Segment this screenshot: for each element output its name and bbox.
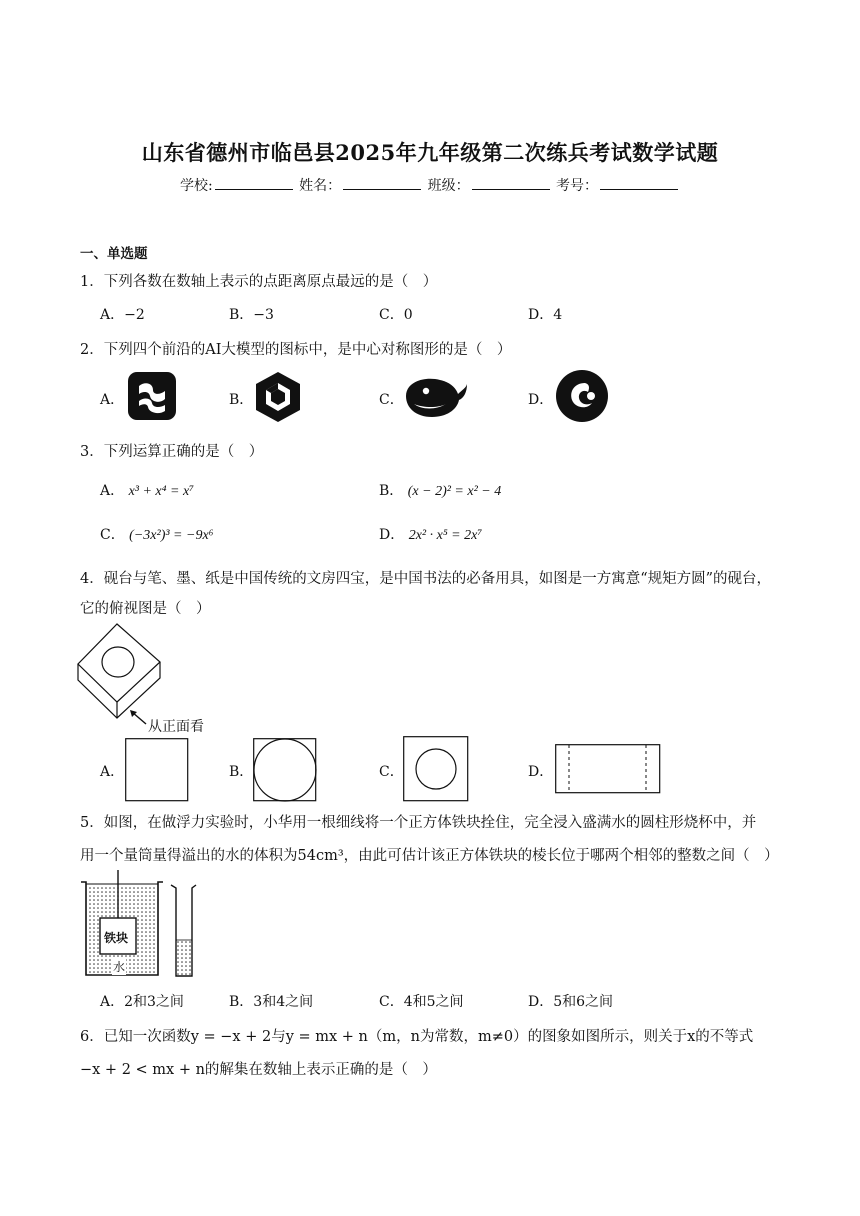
ai-logo-spiral-icon bbox=[555, 369, 609, 423]
exam-no-label: 考号： bbox=[556, 178, 599, 194]
q4-option-d[interactable]: D． bbox=[528, 764, 554, 780]
q4-option-c-figure bbox=[403, 736, 469, 802]
question-5-stem-line-2: 用一个量筒量得溢出的水的体积为54cm³，由此可估计该正方体铁块的棱长位于哪两个相邻的整数之间（ ） bbox=[80, 848, 779, 864]
question-3-stem: 3．下列运算正确的是（ ） bbox=[80, 444, 264, 460]
question-4-stem-line-2: 它的俯视图是（ ） bbox=[80, 601, 211, 617]
q4-option-b[interactable]: B． bbox=[229, 764, 254, 780]
question-6-stem-line-2: −x + 2 < mx + n的解集在数轴上表示正确的是（ ） bbox=[80, 1062, 437, 1078]
q5-option-a[interactable]: A．2和3之间 bbox=[100, 994, 184, 1010]
q3-option-d[interactable]: D． 2x² · x⁵ = 2x⁷ bbox=[379, 527, 483, 543]
q3-formula-a: x³ + x⁴ = x⁷ bbox=[128, 484, 195, 499]
q5-option-d[interactable]: D．5和6之间 bbox=[528, 994, 614, 1010]
q3-option-a[interactable]: A． x³ + x⁴ = x⁷ bbox=[100, 483, 195, 499]
q3-option-c[interactable]: C． (−3x²)³ = −9x⁶ bbox=[100, 527, 214, 543]
q3-formula-c: (−3x²)³ = −9x⁶ bbox=[129, 528, 214, 543]
class-blank[interactable] bbox=[472, 177, 550, 190]
q5-option-b[interactable]: B．3和4之间 bbox=[229, 994, 314, 1010]
measuring-cylinder-figure bbox=[168, 884, 198, 978]
school-blank[interactable] bbox=[215, 177, 293, 190]
q4-option-a[interactable]: A． bbox=[100, 764, 125, 780]
q3-option-b[interactable]: B． (x − 2)² = x² − 4 bbox=[379, 483, 502, 499]
q1-option-a[interactable]: A．−2 bbox=[100, 307, 145, 323]
view-direction-label: 从正面看 bbox=[148, 719, 204, 735]
q1-option-d[interactable]: D．4 bbox=[528, 307, 563, 323]
q4-option-b-figure bbox=[253, 738, 317, 802]
q2-option-d[interactable]: D． bbox=[528, 392, 554, 408]
q5-option-c[interactable]: C．4和5之间 bbox=[379, 994, 464, 1010]
question-5-stem-line-1: 5．如图，在做浮力实验时，小华用一根细线将一个正方体铁块拴住，完全浸入盛满水的圆柱形烧杯中，并 bbox=[80, 815, 757, 831]
ai-logo-a-icon bbox=[127, 371, 177, 421]
inkstone-3d-figure bbox=[76, 622, 166, 722]
q1-option-c[interactable]: C．0 bbox=[379, 307, 413, 323]
name-label: 姓名： bbox=[299, 178, 342, 194]
water-label: 水 bbox=[113, 960, 126, 974]
question-1-stem: 1．下列各数在数轴上表示的点距离原点最远的是（ ） bbox=[80, 274, 438, 290]
question-2-stem: 2．下列四个前沿的AI大模型的图标中，是中心对称图形的是（ ） bbox=[80, 342, 512, 358]
q2-option-a[interactable]: A． bbox=[100, 392, 125, 408]
student-info-line bbox=[0, 175, 860, 195]
q2-option-c[interactable]: C． bbox=[379, 392, 404, 408]
iron-block-label: 铁块 bbox=[104, 931, 129, 945]
school-label: 学校: bbox=[179, 178, 213, 194]
question-6-stem-line-1: 6．已知一次函数y = −x + 2与y = mx + n（m，n为常数，m≠0）的图象如图所示，则关于x的不等式 bbox=[80, 1029, 754, 1045]
exam-no-blank[interactable] bbox=[600, 177, 678, 190]
ai-logo-whale-icon bbox=[402, 374, 468, 418]
q2-option-b[interactable]: B． bbox=[229, 392, 254, 408]
page-title: 山东省德州市临邑县2025年九年级第二次练兵考试数学试题 bbox=[141, 140, 719, 165]
q3-formula-b: (x − 2)² = x² − 4 bbox=[407, 484, 502, 499]
section-heading: 一、单选题 bbox=[80, 246, 148, 262]
q1-option-b[interactable]: B．−3 bbox=[229, 307, 274, 323]
q4-option-c[interactable]: C． bbox=[379, 764, 404, 780]
question-4-stem-line-1: 4．砚台与笔、墨、纸是中国传统的文房四宝，是中国书法的必备用具，如图是一方寓意“规矩方圆”的砚台， bbox=[80, 571, 772, 587]
ai-logo-b-icon bbox=[253, 371, 303, 423]
q4-option-a-figure bbox=[125, 738, 189, 802]
view-direction-arrow-icon bbox=[128, 708, 148, 728]
q3-formula-d: 2x² · x⁵ = 2x⁷ bbox=[408, 528, 483, 543]
q4-option-d-figure bbox=[555, 744, 661, 794]
class-label: 班级： bbox=[427, 178, 470, 194]
name-blank[interactable] bbox=[343, 177, 421, 190]
